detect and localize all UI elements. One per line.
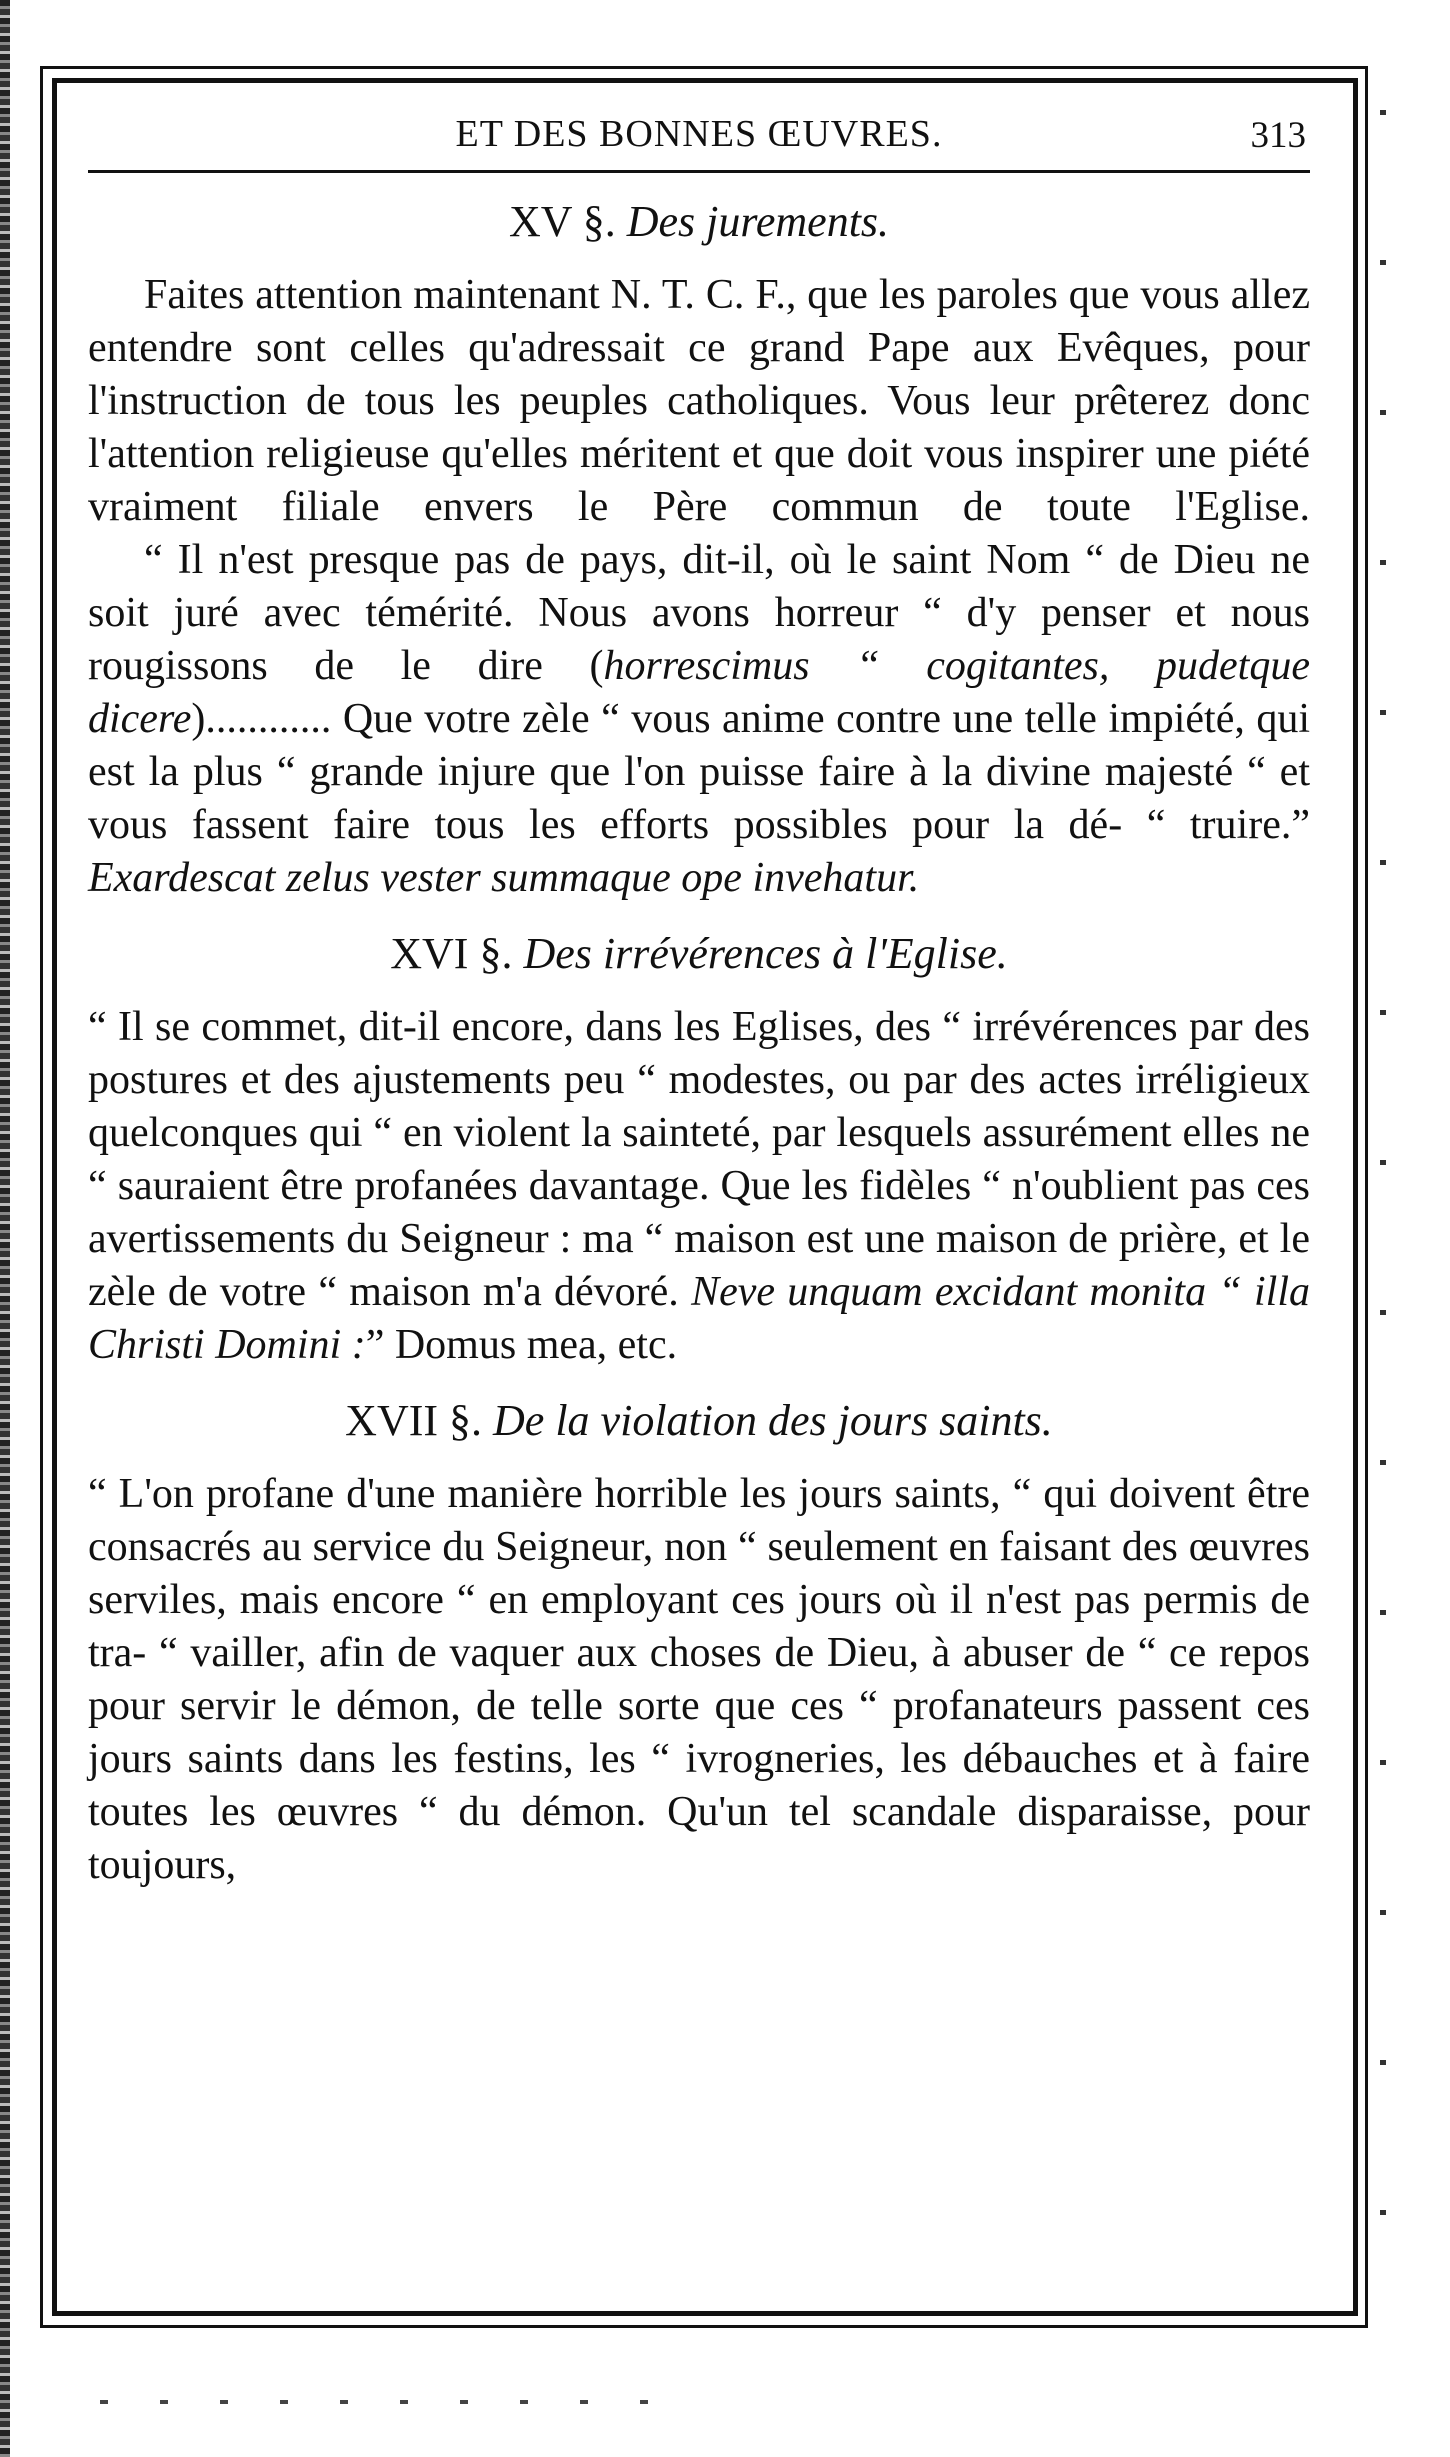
quote-text: “ L'on profane d'une manière horrible les jours saints, “ qui doivent être consacrés au service du Seigneur, non “ seulement en faisant des œuvres serviles, mais encore “ en employant ces jours où il n'est pas permis de tra- “ vailler, afin de vaquer aux choses de Dieu, à abuser de “ ce repos pour servir le démon, de telle sorte que ces “ profanateurs passent ces jours saints dans les festins, les “ ivrogneries, les débauches et à faire toutes les œuvres “ du démon. Qu'un tel scandale disparaisse, pour toujours, xyxy=(88,1471,1310,1888)
section-number: XVI §. xyxy=(390,929,513,978)
latin-quote: Exardescat zelus vester summaque ope invehatur. xyxy=(88,855,920,901)
quote-irreverences xyxy=(88,1001,1310,1372)
paragraph-intro xyxy=(88,269,1310,534)
section-number: XV §. xyxy=(508,197,616,246)
running-title: ET DES BONNES ŒUVRES. xyxy=(455,113,943,155)
section-heading-xvi xyxy=(88,919,1310,989)
quote-jurements xyxy=(88,534,1310,905)
quote-text: “ Il se commet, dit-il encore, dans les Eglises, des “ irrévérences par des postures et des ajustements peu “ modestes, ou par des actes irréligieux quelconques qui “ en violent la sainteté, par lesquels assurément elles ne “ sauraient être profanées davantage. Que les fidèles “ n'oublient pas ces avertissements du Seigneur : ma “ maison est une maison de prière, et le zèle de votre “ maison m'a dévoré. xyxy=(88,1004,1310,1315)
scan-noise-right xyxy=(1380,110,1386,2360)
latin-quote: horrescimus “ cogitantes, pudetque dicere xyxy=(88,643,1310,742)
scan-edge xyxy=(0,0,10,2457)
section-number: XVII §. xyxy=(345,1396,483,1445)
latin-quote: Neve unquam excidant monita “ illa Christi Domini : xyxy=(88,1269,1310,1368)
page-content xyxy=(88,108,1310,1892)
section-title: Des jurements. xyxy=(626,197,890,246)
quote-jours-saints xyxy=(88,1468,1310,1892)
scan-noise-bottom xyxy=(100,2400,700,2404)
section-heading-xv xyxy=(88,187,1310,257)
section-title: Des irrévérences à l'Eglise. xyxy=(523,929,1008,978)
paragraph-text: Faites attention maintenant N. T. C. F., que les paroles que vous allez entendre sont celles qu'adressait ce grand Pape aux Evêques, pour l'instruction de tous les peuples catholiques. Vous leur prêterez donc l'attention religieuse qu'elles méritent et que doit vous inspirer une piété vraiment filiale envers le Père commun de toute l'Eglise. xyxy=(88,272,1310,530)
quote-text: ” Domus mea, etc. xyxy=(365,1322,678,1368)
quote-text: “ Il n'est presque pas de pays, dit-il, où le saint Nom “ de Dieu ne soit juré avec témérité. Nous avons horreur “ d'y penser et nous rougissons de le dire ( xyxy=(88,537,1310,689)
quote-text: )............ Que votre zèle “ vous anime contre une telle impiété, qui est la plus “ grande injure que l'on puisse faire à la divine majesté “ et vous fassent faire tous les efforts possibles pour la dé- “ truire.” xyxy=(88,696,1310,848)
running-head xyxy=(88,108,1310,173)
section-title: De la violation des jours saints. xyxy=(493,1396,1053,1445)
page-number: 313 xyxy=(1250,115,1306,156)
section-heading-xvii xyxy=(88,1386,1310,1456)
